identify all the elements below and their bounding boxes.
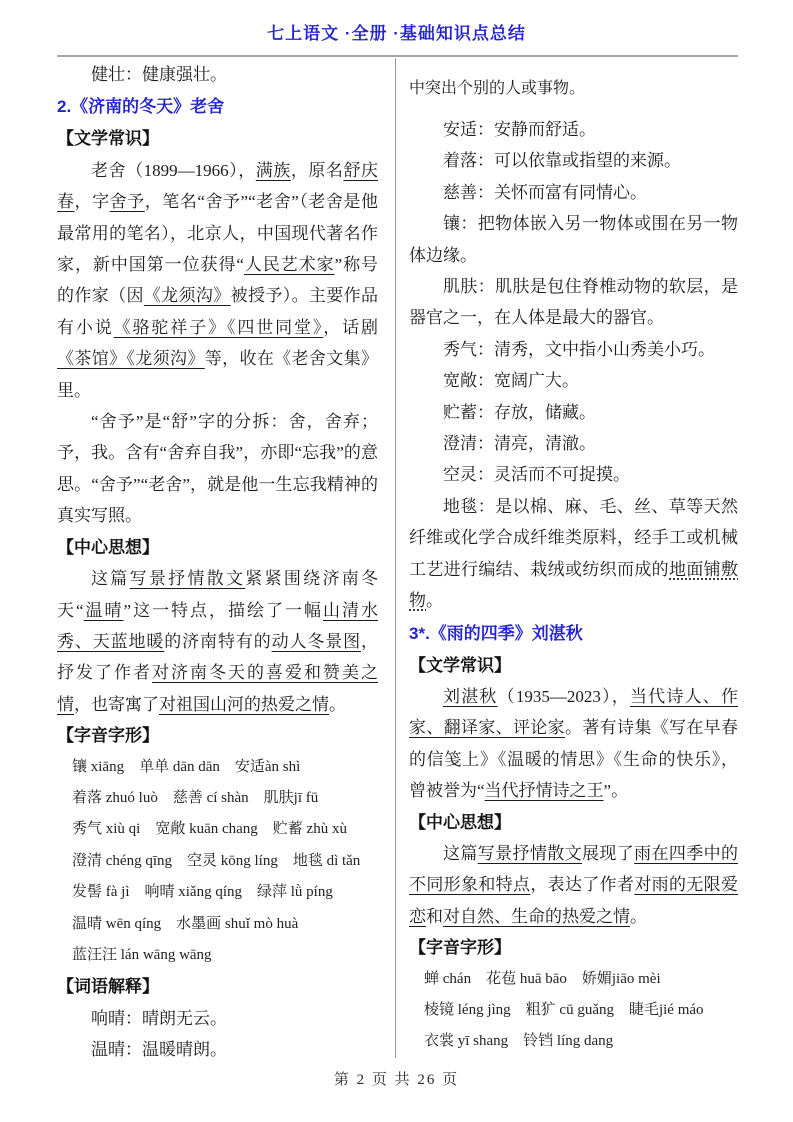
page-header-title: 七上语文 ·全册 ·基础知识点总结 bbox=[267, 24, 526, 43]
glossary-entry: 镶：把物体嵌入另一物体或围在另一物体边缘。 bbox=[409, 214, 738, 265]
theme-paragraph bbox=[409, 838, 738, 932]
lesson-3-heading: 3*.《雨的四季》刘湛秋 bbox=[409, 623, 583, 643]
text-run: （1935—2023）， bbox=[497, 686, 630, 706]
right-column bbox=[395, 59, 738, 1059]
pinyin-line: 棱镜 léng jìng 粗犷 cū guǎng 睫毛jié máo bbox=[424, 1001, 704, 1018]
underlined-key-phrase: 当代抒情诗之王 bbox=[484, 781, 604, 801]
glossary-entry: 秀气：清秀，文中指小山秀美小巧。 bbox=[443, 339, 715, 359]
text-run: ，抒发了作者 bbox=[57, 631, 379, 683]
pinyin-list bbox=[409, 964, 738, 1059]
underlined-key-phrase: 刘湛秋 bbox=[443, 686, 498, 706]
underlined-key-phrase: 雨在四季中的不同形象和特点 bbox=[409, 843, 738, 895]
glossary-entry: 安适：安静而舒适。 bbox=[443, 120, 596, 139]
pinyin-line: 澄清 chéng qīng 空灵 kōng líng 地毯 dì tǎn bbox=[72, 852, 361, 869]
underlined-key-phrase: 对雨的无限爱恋 bbox=[409, 875, 738, 926]
glossary-entry: 健壮：健康强壮。 bbox=[91, 65, 227, 84]
underlined-key-phrase: 满族 bbox=[255, 160, 291, 180]
underlined-key-phrase: 对自然、生命的热爱之情 bbox=[443, 906, 630, 926]
underlined-key-phrase: 《龙须沟》 bbox=[143, 286, 231, 306]
text-run: 这篇 bbox=[443, 843, 478, 863]
lesson-2-heading: 2.《济南的冬天》老舍 bbox=[57, 97, 225, 117]
glossary-entry: 空灵：灵活而不可捉摸。 bbox=[443, 465, 630, 485]
text-run: ”称号的作家（因 bbox=[57, 255, 379, 306]
section-header-literary: 【文学常识】 bbox=[409, 655, 511, 675]
text-run: 等，收在《老舍文集》里。 bbox=[57, 349, 378, 400]
underlined-key-phrase: 对祖国山河的热爱之情 bbox=[159, 694, 329, 714]
glossary-entry: 贮蓄：存放，储藏。 bbox=[443, 402, 596, 422]
carryover-line: 中突出个别的人或事物。 bbox=[409, 80, 586, 97]
pinyin-line: 秀气 xiù qi 宽敞 kuān chang 贮蓄 zhù xù bbox=[72, 821, 347, 838]
section-header-literary: 【文学常识】 bbox=[57, 129, 159, 149]
glossary-entry: 着落：可以依靠或指望的来源。 bbox=[443, 151, 681, 171]
header-divider bbox=[57, 55, 738, 57]
text-run: ”这一特点，描绘了一幅 bbox=[123, 600, 324, 620]
glossary-list bbox=[409, 114, 738, 617]
text-run: ，笔名“舍予”“老舍”（老舍是他最常用的笔名），北京人，中国现代著名作家，新中国第一位获得“ bbox=[57, 192, 379, 275]
underlined-key-phrase: 山清水秀、天蓝地暖 bbox=[57, 600, 379, 651]
glossary-entry: 宽敞：宽阔广大。 bbox=[443, 371, 579, 391]
glossary-entry: 响晴：晴朗无云。 bbox=[91, 1008, 227, 1028]
pinyin-line bbox=[409, 1058, 738, 1059]
pinyin-line: 发髻 fà jì 响晴 xiǎng qíng 绿萍 lǜ píng bbox=[72, 884, 333, 901]
text-run: 和 bbox=[426, 906, 443, 926]
section-header-theme: 【中心思想】 bbox=[57, 537, 159, 557]
glossary-entry bbox=[409, 491, 738, 617]
section-header-glossary: 【词语解释】 bbox=[57, 977, 159, 997]
underlined-key-phrase: 舒庆春 bbox=[57, 160, 379, 212]
pinyin-line: 镶 xiāng 单单 dān dān 安适àn shì bbox=[72, 758, 301, 775]
text-run: ，话剧 bbox=[323, 317, 379, 337]
underlined-key-phrase: 写景抒情散文 bbox=[129, 569, 246, 589]
glossary-entry: 肌肤：肌肤是包住脊椎动物的软层，是器官之一，在人体是最大的器官。 bbox=[409, 277, 738, 328]
pinyin-line: 着落 zhuó luò 慈善 cí shàn 肌肤jī fū bbox=[72, 789, 319, 806]
text-run: 被授予）。主要作品有小说 bbox=[57, 286, 379, 337]
text-run: 。 bbox=[426, 591, 443, 611]
theme-paragraph bbox=[57, 563, 378, 720]
author-intro-paragraph bbox=[57, 155, 378, 406]
author-intro-paragraph bbox=[409, 681, 738, 807]
pinyin-line: 温晴 wēn qíng 水墨画 shuǐ mò huà bbox=[72, 915, 299, 932]
underlined-key-phrase: 《骆驼祥子》《四世同堂》 bbox=[113, 317, 324, 337]
left-column bbox=[57, 59, 395, 1059]
underlined-key-phrase: 舍予 bbox=[109, 192, 145, 212]
two-column-body bbox=[57, 59, 738, 1059]
pinyin-line: 蝉 chán 花苞 huā bāo 娇媚jiāo mèi bbox=[424, 970, 661, 987]
text-run: 展现了 bbox=[582, 843, 635, 863]
page-number-footer: 第 2 页 共 26 页 bbox=[333, 1072, 460, 1088]
underlined-key-phrase: 人民艺术家 bbox=[243, 255, 335, 275]
glossary-list bbox=[57, 1003, 378, 1059]
text-run: 。 bbox=[329, 694, 346, 714]
text-run: 。著有诗集《写在早春的信笺上》《温暖的情思》《生命的快乐》，曾被誉为“ bbox=[409, 718, 738, 801]
text-run: 这篇 bbox=[91, 569, 130, 589]
pinyin-line: 衣裳 yī shang 铃铛 líng dang bbox=[424, 1033, 614, 1050]
underlined-key-phrase: 当代诗人、作家、翻译家、评论家 bbox=[409, 686, 738, 738]
underlined-key-phrase: 《茶馆》《龙须沟》 bbox=[57, 349, 205, 369]
underlined-key-phrase: 对济南冬天的喜爱和赞美之情 bbox=[57, 663, 378, 714]
section-header-theme: 【中心思想】 bbox=[409, 812, 511, 832]
section-header-phonetics: 【字音字形】 bbox=[409, 938, 511, 958]
text-run: 的济南特有的 bbox=[164, 631, 272, 651]
text-run: 紧紧围绕济南冬天“ bbox=[57, 569, 379, 620]
text-run: ，也寄寓了 bbox=[74, 694, 159, 714]
text-run: ”。 bbox=[603, 781, 629, 801]
pinyin-list bbox=[57, 752, 378, 972]
pinyin-line: 蓝汪汪 lán wāng wāng bbox=[72, 946, 212, 963]
text-run: 地毯：是以棉、麻、毛、丝、草等天然纤维或化学合成纤维类原料，经手工或机械工艺进行编结、栽绒或纺织而成的 bbox=[409, 496, 738, 579]
glossary-entry: 慈善：关怀而富有同情心。 bbox=[443, 182, 647, 202]
text-run: ，原名 bbox=[290, 160, 344, 180]
underlined-key-phrase: 动人冬景图 bbox=[271, 631, 362, 651]
glossary-entry: 澄清：清亮，清澈。 bbox=[443, 434, 596, 454]
text-run: 老舍（1899—1966）， bbox=[91, 160, 256, 180]
text-run: ，表达了作者 bbox=[530, 875, 635, 895]
text-run: 。 bbox=[630, 906, 647, 926]
text-run: ，字 bbox=[74, 192, 110, 212]
underlined-key-phrase: 地面铺敷物 bbox=[409, 559, 738, 611]
underlined-key-phrase: 写景抒情散文 bbox=[477, 843, 582, 863]
section-header-phonetics: 【字音字形】 bbox=[57, 726, 159, 746]
penname-explanation-paragraph: “舍予”是“舒”字的分拆：舍，舍弃；予，我。含有“舍弃自我”，亦即“忘我”的意思。“舍予”“老舍”，就是他一生忘我精神的真实写照。 bbox=[57, 412, 378, 526]
underlined-key-phrase: 温晴 bbox=[83, 600, 124, 620]
glossary-entry: 温晴：温暖晴朗。 bbox=[91, 1040, 227, 1059]
